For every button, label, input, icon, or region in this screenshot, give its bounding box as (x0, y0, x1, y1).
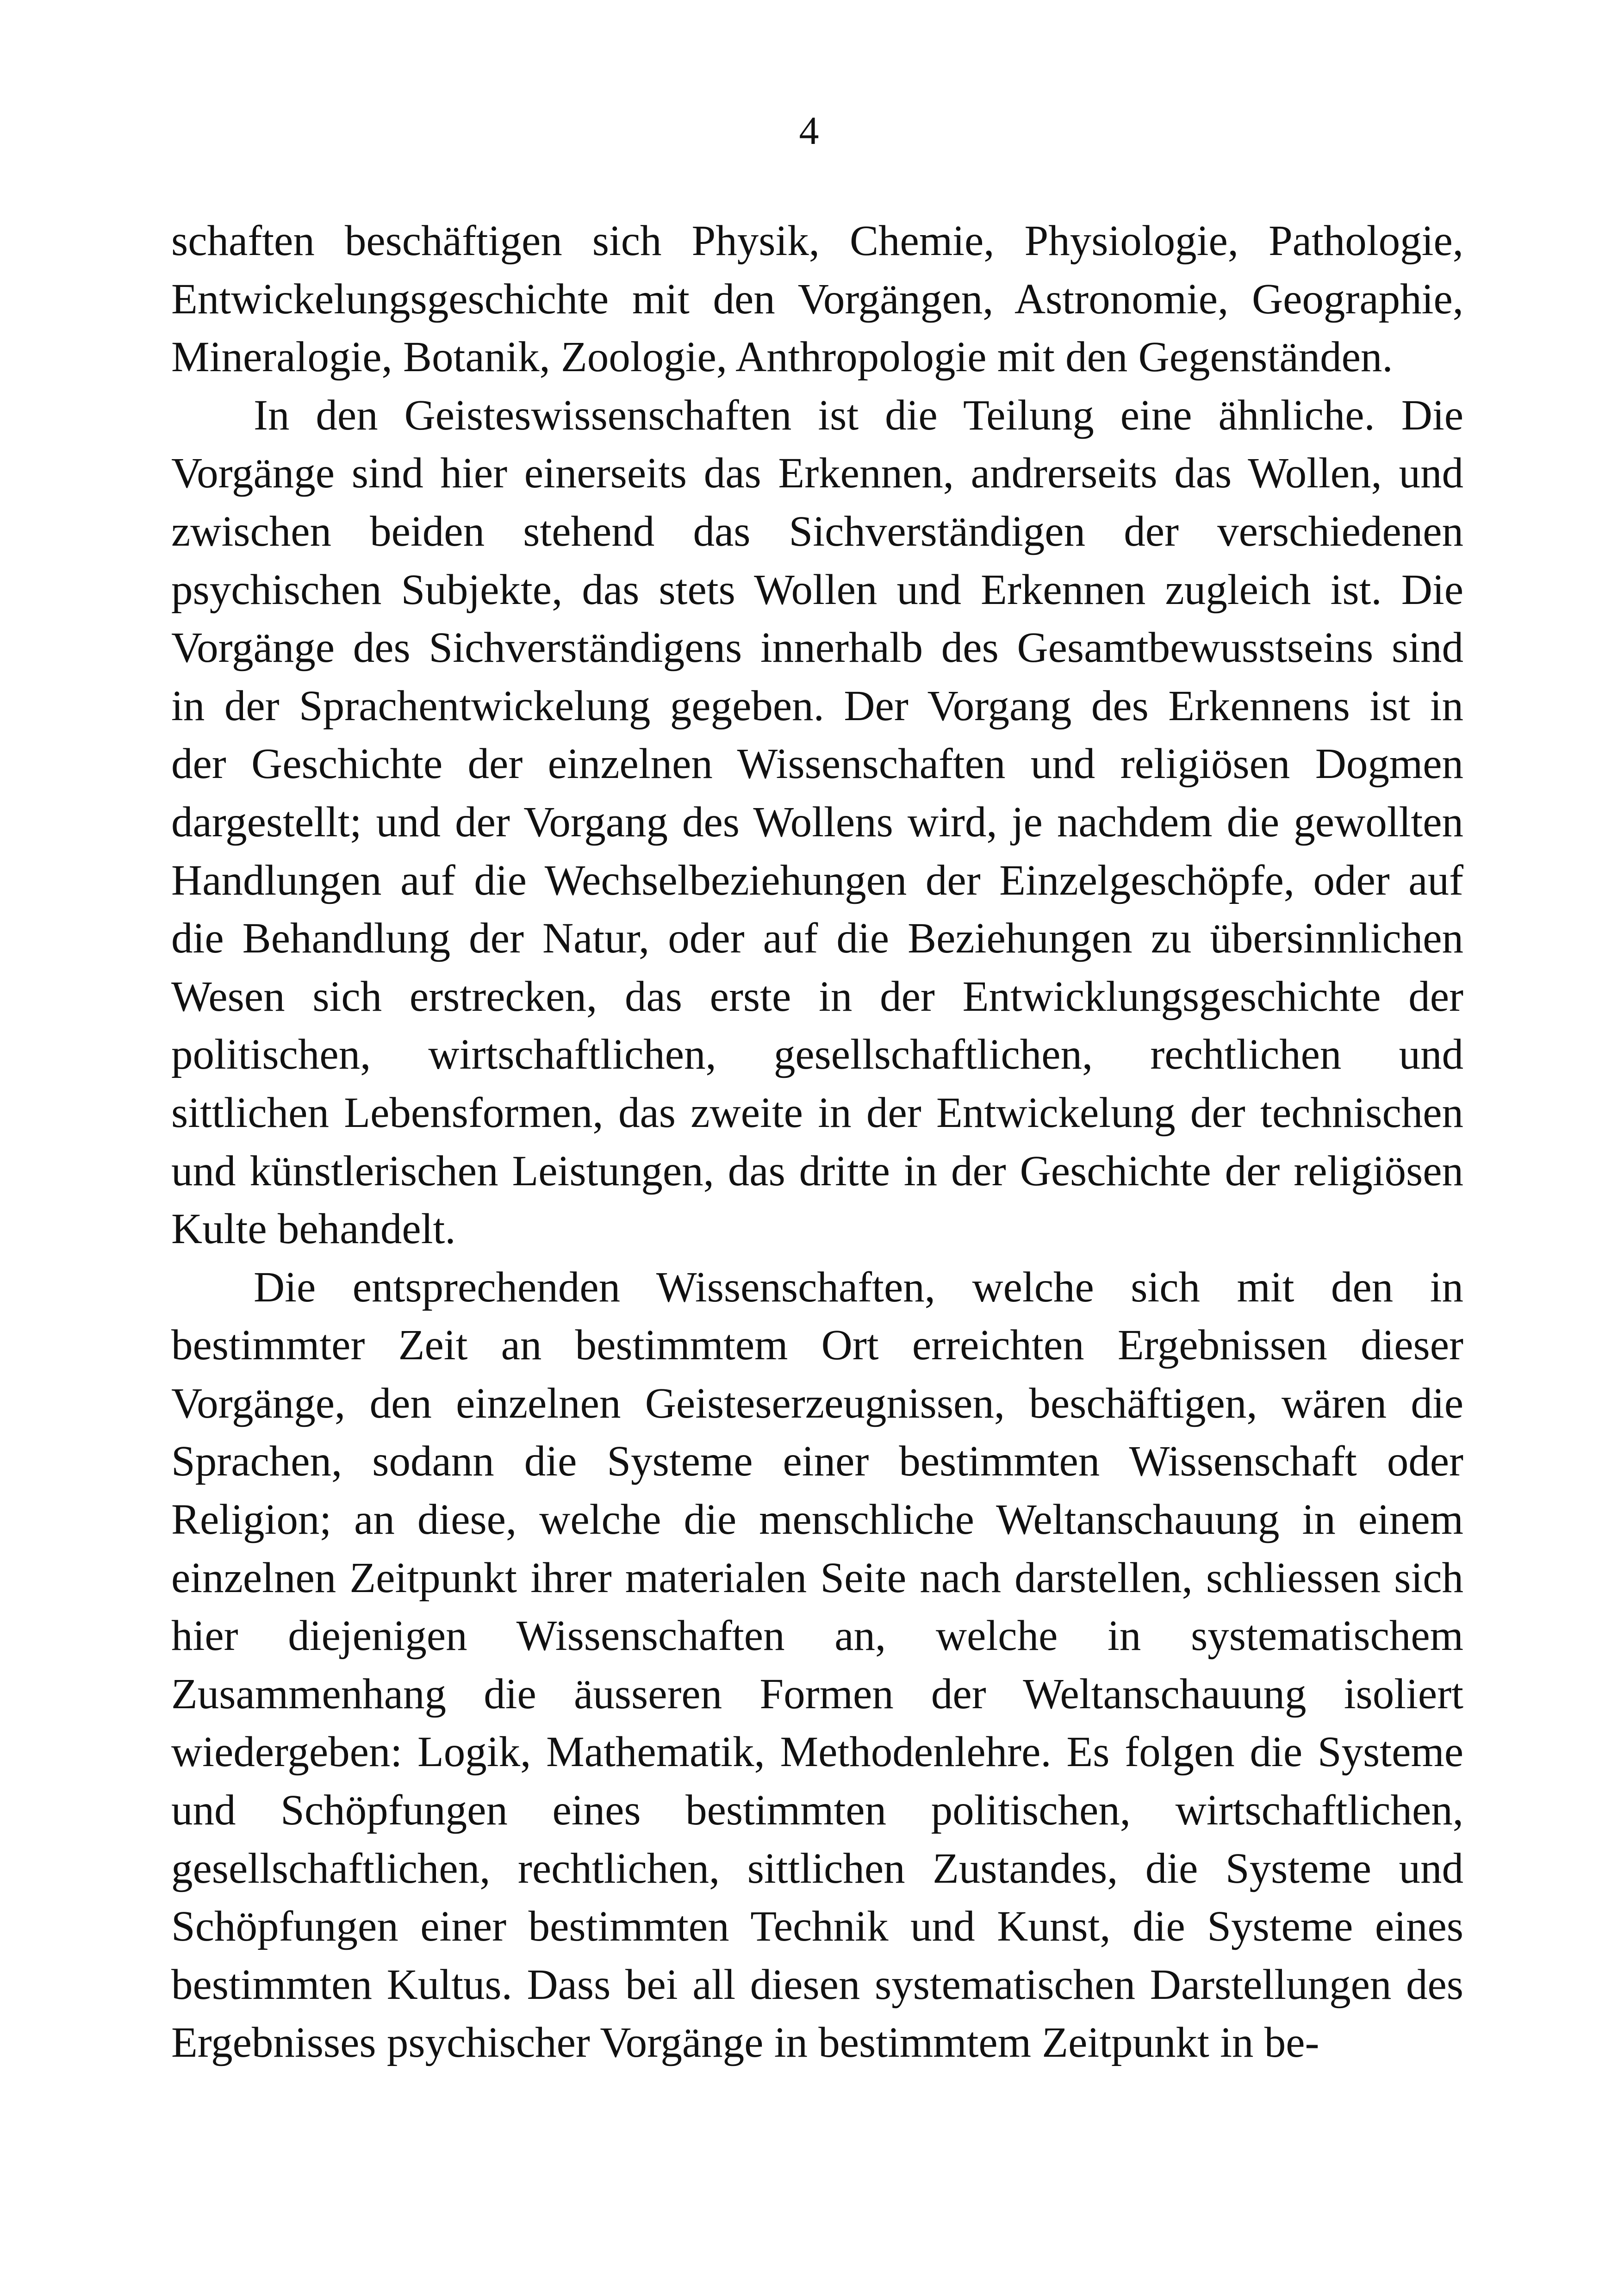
text-line: bestimmten Kultus. Dass bei all diesen systematischen Darstellungen des (171, 1960, 1463, 2009)
text-line: Entwickelungsgeschichte mit den Vorgängen, Astronomie, Geographie, (171, 275, 1463, 323)
text-line: In den Geisteswissenschaften ist die Teilung eine ähnliche. Die (254, 391, 1463, 439)
text-line: wiedergeben: Logik, Mathematik, Methodenlehre. Es folgen die Systeme (171, 1728, 1463, 1776)
text-line: Handlungen auf die Wechselbeziehungen der Einzelgeschöpfe, oder auf (171, 856, 1463, 904)
text-line: Vorgänge des Sichverständigens innerhalb des Gesamtbewusstseins sind (171, 624, 1463, 672)
text-line: und Schöpfungen eines bestimmten politischen, wirtschaftlichen, (171, 1786, 1463, 1835)
text-line: Schöpfungen einer bestimmten Technik und Kunst, die Systeme eines (171, 1903, 1463, 1951)
text-line: Kulte behandelt. (171, 1205, 456, 1253)
body-text (171, 212, 1463, 2072)
text-line: einzelnen Zeitpunkt ihrer materialen Seite nach darstellen, schliessen sich (171, 1554, 1463, 1602)
text-line: Wesen sich erstrecken, das erste in der Entwicklungsgeschichte der (171, 972, 1463, 1020)
text-line: Vorgänge, den einzelnen Geisteserzeugnissen, beschäftigen, wären die (171, 1379, 1463, 1427)
text-line: und künstlerischen Leistungen, das dritte in der Geschichte der religiösen (171, 1147, 1463, 1195)
text-line: politischen, wirtschaftlichen, gesellschaftlichen, rechtlichen und (171, 1031, 1463, 1079)
text-line: Zusammenhang die äusseren Formen der Weltanschauung isoliert (171, 1670, 1463, 1718)
text-line: schaften beschäftigen sich Physik, Chemie, Physiologie, Pathologie, (171, 217, 1463, 265)
text-line: in der Sprachentwickelung gegeben. Der Vorgang des Erkennens ist in (171, 682, 1463, 730)
text-line: psychischen Subjekte, das stets Wollen und Erkennen zugleich ist. Die (171, 566, 1463, 614)
paragraph-2 (171, 386, 1463, 1258)
text-line: gesellschaftlichen, rechtlichen, sittlichen Zustandes, die Systeme und (171, 1844, 1463, 1892)
text-line: Vorgänge sind hier einerseits das Erkennen, andrerseits das Wollen, und (171, 449, 1463, 498)
text-line: Sprachen, sodann die Systeme einer bestimmten Wissenschaft oder (171, 1437, 1463, 1486)
text-line: hier diejenigen Wissenschaften an, welche in systematischem (171, 1612, 1463, 1660)
text-line: Mineralogie, Botanik, Zoologie, Anthropologie mit den Gegenständen. (171, 333, 1393, 381)
paragraph-1 (171, 212, 1463, 386)
text-line: Die entsprechenden Wissenschaften, welche sich mit den in (254, 1263, 1463, 1311)
text-line: zwischen beiden stehend das Sichverständigen der verschiedenen (171, 507, 1463, 555)
text-line: Religion; an diese, welche die menschliche Weltanschauung in einem (171, 1496, 1463, 1544)
paragraph-3 (171, 1258, 1463, 2072)
page-number: 4 (799, 108, 819, 153)
text-line: dargestellt; und der Vorgang des Wollens wird, je nachdem die gewollten (171, 798, 1463, 846)
text-line: der Geschichte der einzelnen Wissenschaften und religiösen Dogmen (171, 740, 1463, 788)
text-line: Ergebnisses psychischer Vorgänge in bestimmtem Zeitpunkt in be- (171, 2019, 1319, 2067)
text-line: sittlichen Lebensformen, das zweite in der Entwickelung der technischen (171, 1089, 1463, 1137)
text-line: bestimmter Zeit an bestimmtem Ort erreichten Ergebnissen dieser (171, 1321, 1463, 1369)
text-line: die Behandlung der Natur, oder auf die Beziehungen zu übersinnlichen (171, 915, 1463, 963)
